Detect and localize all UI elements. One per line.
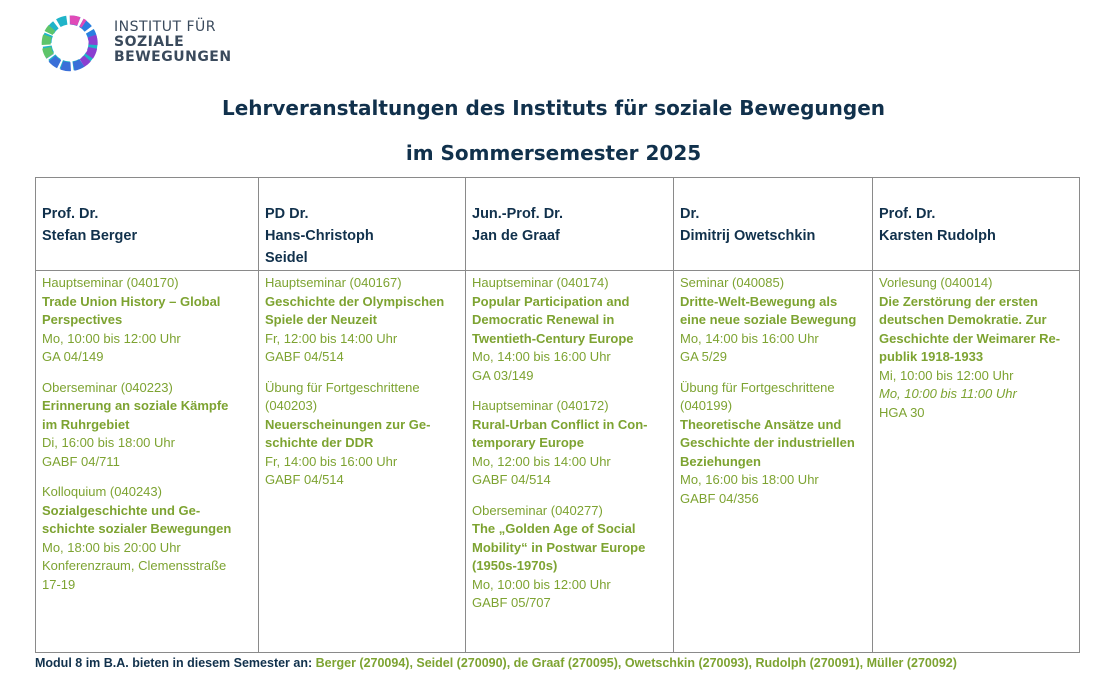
course-title: deutschen Demokratie. Zur (879, 312, 1047, 327)
course-type: Oberseminar (040277) (472, 502, 603, 518)
course-time: Mo, 14:00 bis 16:00 Uhr (680, 330, 819, 346)
course-room: GA 5/29 (680, 349, 727, 364)
instructor-name-line: Hans-Christoph (265, 228, 374, 244)
course-type: Hauptseminar (040167) (265, 275, 402, 290)
course-entry (472, 397, 667, 490)
course-title: Twentieth-Century Europe (472, 330, 634, 346)
course-type: Vorlesung (040014) (879, 275, 993, 290)
logo-line-1: INSTITUT FÜR (114, 19, 216, 35)
course-list (674, 271, 872, 520)
course-room: Konferenzraum, Clemensstraße (42, 558, 227, 573)
course-title: Erinnerung an soziale Kämpfe (42, 398, 229, 413)
course-list (466, 271, 673, 625)
footer-value: Berger (270094), Seidel (270090), de Graaf (270095), Owetschkin (270093), Rudolph (270091), Müller (270092) (315, 656, 957, 670)
course-title: Geschichte der Weimarer Re- (879, 330, 1061, 346)
course-title: schichte der DDR (265, 435, 374, 450)
instructor-header (873, 178, 1079, 271)
course-entry (265, 379, 459, 490)
page-title-line-1: Lehrveranstaltungen des Instituts für soziale Bewegungen (221, 96, 886, 120)
course-title: Spiele der Neuzeit (265, 312, 377, 327)
course-entry (472, 502, 667, 613)
course-time: Mo, 10:00 bis 12:00 Uhr (472, 576, 611, 592)
course-number: (040199) (680, 398, 733, 413)
course-type: Hauptseminar (040174) (472, 275, 609, 290)
course-title: temporary Europe (472, 435, 584, 450)
footer-label: Modul 8 im B.A. bieten in diesem Semester an: (35, 656, 313, 670)
course-room: GABF 04/514 (265, 472, 344, 487)
course-title: Democratic Renewal in (472, 312, 615, 327)
instructor-header (466, 178, 673, 271)
course-title: im Ruhrgebiet (42, 416, 130, 432)
course-type: Hauptseminar (040170) (42, 275, 179, 290)
course-time: Di, 16:00 bis 18:00 Uhr (42, 435, 175, 450)
course-room: GABF 04/711 (42, 453, 120, 469)
course-entry (265, 274, 459, 367)
course-room: GABF 04/356 (680, 490, 759, 506)
course-time: Fr, 14:00 bis 16:00 Uhr (265, 453, 398, 469)
instructor-name-line: Jun.-Prof. Dr. (472, 206, 564, 222)
instructor-name-line: Seidel (265, 250, 308, 266)
course-type: Kolloquium (040243) (42, 484, 162, 499)
course-title: Trade Union History – Global (42, 293, 221, 309)
instructor-column (36, 178, 258, 652)
instructor-column (673, 178, 872, 652)
logo-wordmark (114, 20, 232, 65)
course-entry (42, 274, 252, 367)
course-number: (040203) (265, 398, 318, 413)
course-title: The „Golden Age of Social (472, 521, 636, 536)
course-room: 17-19 (42, 576, 76, 592)
instructor-column (258, 178, 465, 652)
course-entry (472, 274, 667, 385)
instructor-name-line: PD Dr. (265, 206, 309, 222)
instructor-name-line: Karsten Rudolph (879, 228, 996, 244)
logo-line-2: SOZIALE (114, 34, 185, 50)
instructor-name-line: Dr. (680, 206, 700, 222)
course-room: GABF 04/514 (265, 349, 344, 364)
instructor-header (674, 178, 872, 271)
course-title: Theoretische Ansätze und (680, 416, 842, 432)
course-title: schichte sozialer Bewegungen (42, 521, 232, 536)
course-title: Geschichte der Olympischen (265, 293, 445, 309)
instructor-header (259, 178, 465, 271)
course-room: GA 04/149 (42, 349, 104, 364)
footer-module-note (35, 656, 957, 670)
course-time: Mi, 10:00 bis 12:00 Uhr (879, 367, 1014, 383)
course-title: Geschichte der industriellen (680, 435, 855, 450)
course-time: Mo, 16:00 bis 18:00 Uhr (680, 472, 819, 487)
course-title: Die Zerstörung der ersten (879, 293, 1038, 309)
course-time: Mo, 18:00 bis 20:00 Uhr (42, 539, 181, 555)
course-time: Mo, 10:00 bis 12:00 Uhr (42, 330, 181, 346)
course-title: Popular Participation and (472, 293, 630, 309)
logo-line-3: BEWEGUNGEN (114, 49, 232, 65)
course-room: HGA 30 (879, 404, 925, 420)
course-title: Rural-Urban Conflict in Con- (472, 416, 648, 432)
course-room: GA 03/149 (472, 367, 534, 383)
course-list (259, 271, 465, 502)
course-title: Dritte-Welt-Bewegung als (680, 293, 838, 309)
course-type: Übung für Fortgeschrittene (265, 379, 420, 395)
instructor-name-line: Dimitrij Owetschkin (680, 228, 816, 244)
course-room: GABF 05/707 (472, 595, 551, 610)
course-list (36, 271, 258, 606)
course-type: Oberseminar (040223) (42, 379, 173, 395)
course-type: Übung für Fortgeschrittene (680, 379, 835, 395)
instructor-name-line: Prof. Dr. (879, 206, 936, 222)
course-entry (42, 483, 252, 594)
course-type: Hauptseminar (040172) (472, 398, 609, 413)
instructor-column (465, 178, 673, 652)
course-time: Fr, 12:00 bis 14:00 Uhr (265, 330, 398, 346)
course-title: (1950s-1970s) (472, 558, 558, 573)
course-table (35, 177, 1080, 653)
course-title: Perspectives (42, 312, 123, 327)
course-list (873, 271, 1079, 434)
instructor-name-line: Prof. Dr. (42, 206, 99, 222)
course-title: Mobility“ in Postwar Europe (472, 539, 646, 555)
instructor-name-line: Jan de Graaf (472, 228, 560, 244)
course-title: Neuerscheinungen zur Ge- (265, 416, 431, 432)
course-entry (680, 379, 866, 509)
course-entry (42, 379, 252, 472)
course-title: eine neue soziale Bewegung (680, 312, 857, 327)
course-type: Seminar (040085) (680, 275, 785, 290)
logo-ring-icon (40, 12, 104, 74)
course-title: publik 1918-1933 (879, 349, 984, 364)
course-title: Beziehungen (680, 453, 761, 469)
instructor-header (36, 178, 258, 271)
instructor-name-line: Stefan Berger (42, 228, 138, 244)
course-time-alt: Mo, 10:00 bis 11:00 Uhr (879, 386, 1017, 401)
course-time: Mo, 12:00 bis 14:00 Uhr (472, 453, 611, 469)
course-room: GABF 04/514 (472, 472, 551, 487)
course-entry (680, 274, 866, 367)
institute-logo (40, 12, 260, 74)
instructor-column (872, 178, 1079, 652)
course-entry (879, 274, 1073, 422)
course-title: Sozialgeschichte und Ge- (42, 502, 201, 518)
page-title-line-2: im Sommersemester 2025 (405, 141, 702, 165)
course-time: Mo, 14:00 bis 16:00 Uhr (472, 349, 611, 364)
